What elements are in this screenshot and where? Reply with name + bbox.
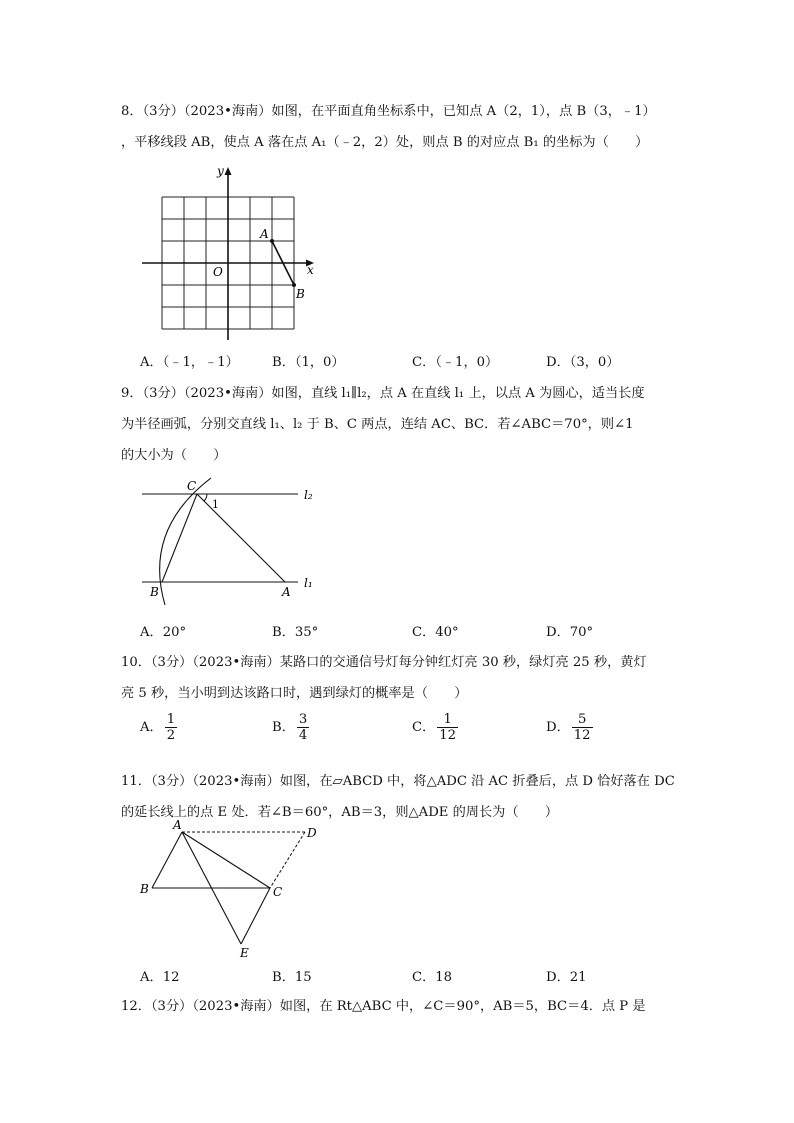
question-9 — [121, 378, 681, 471]
q8-options — [140, 351, 700, 375]
q9-line1: 9．（3分）（2023•海南）如图，直线 l₁∥l₂，点 A 在直线 l₁ 上，以点 A 为圆心，适当长度 — [121, 386, 645, 401]
point-a-label: A — [282, 585, 291, 599]
q9-line3: 的大小为（ ） — [121, 448, 227, 463]
fraction: $\frac{1}{12}$ — [439, 712, 457, 743]
question-10 — [121, 647, 681, 709]
q8-option-c[interactable]: C．（﹣1，0） — [412, 355, 499, 370]
x-axis-label: x — [307, 263, 314, 277]
point-a-label: A — [173, 818, 182, 832]
q8-option-d[interactable]: D．（3，0） — [546, 355, 620, 370]
q8-line2: ，平移线段 AB，使点 A 落在点 A₁（﹣2，2）处，则点 B 的对应点 B₁ 的坐标为（ ） — [121, 135, 649, 150]
q11-option-b[interactable]: B．15 — [272, 970, 312, 985]
q9-option-d[interactable]: D．70° — [546, 625, 594, 640]
q11-option-d[interactable]: D．21 — [546, 970, 587, 985]
line-l2-label: l₂ — [304, 488, 313, 502]
q11-options — [140, 966, 700, 990]
q9-options — [140, 621, 700, 645]
point-e-label: E — [240, 946, 249, 958]
point-d-label: D — [307, 826, 317, 840]
question-8 — [121, 96, 681, 158]
q10-line1: 10．（3分）（2023•海南）某路口的交通信号灯每分钟红灯亮 30 秒，绿灯亮 25 秒，黄灯 — [121, 655, 647, 670]
q11-option-a[interactable]: A．12 — [140, 970, 180, 985]
point-b-label: B — [150, 585, 159, 599]
fraction: $\frac{1}{2}$ — [166, 712, 176, 743]
origin-label: O — [213, 265, 223, 279]
q8-option-a[interactable]: A．（﹣1，﹣1） — [140, 355, 239, 370]
q10-options — [140, 712, 700, 752]
q9-parallel-lines-figure — [135, 472, 330, 610]
q8-line1: 8．（3分）（2023•海南）如图，在平面直角坐标系中，已知点 A（2，1），点 B（3，﹣1） — [121, 104, 656, 119]
question-12 — [121, 991, 681, 1022]
q9-option-a[interactable]: A．20° — [140, 625, 187, 640]
q10-option-a[interactable]: A． $\frac{1}{2}$ — [140, 712, 176, 743]
q10-option-d[interactable]: D． $\frac{5}{12}$ — [546, 712, 591, 743]
point-b-label: B — [296, 287, 305, 301]
q8-coordinate-grid-figure — [138, 160, 328, 345]
y-axis-label: y — [217, 164, 224, 178]
q8-option-b[interactable]: B．（1，0） — [272, 355, 345, 370]
fraction: $\frac{3}{4}$ — [298, 712, 308, 743]
q10-option-c[interactable]: C． $\frac{1}{12}$ — [412, 712, 457, 743]
q12-line1: 12．（3分）（2023•海南）如图，在 Rt△ABC 中，∠C＝90°，AB＝5，BC＝4．点 P 是 — [121, 999, 646, 1014]
line-l1-label: l₁ — [304, 576, 313, 590]
q9-line2: 为半径画弧，分别交直线 l₁、l₂ 于 B、C 两点，连结 AC、BC．若∠ABC＝70°，则∠1 — [121, 417, 634, 432]
q11-line1: 11．（3分）（2023•海南）如图，在▱ABCD 中，将△ADC 沿 AC 折叠后，点 D 恰好落在 DC — [121, 774, 675, 789]
q9-option-c[interactable]: C．40° — [412, 625, 459, 640]
q11-parallelogram-figure — [135, 818, 335, 958]
point-b-label: B — [140, 882, 149, 896]
q10-line2: 亮 5 秒，当小明到达该路口时，遇到绿灯的概率是（ ） — [121, 686, 468, 701]
angle-1-label: 1 — [212, 498, 219, 511]
q10-option-b[interactable]: B． $\frac{3}{4}$ — [272, 712, 308, 743]
point-c-label: C — [187, 479, 197, 493]
q11-line2: 的延长线上的点 E 处．若∠B＝60°，AB＝3，则△ADE 的周长为（ ） — [121, 805, 559, 820]
point-a-label: A — [260, 227, 269, 241]
q9-option-b[interactable]: B．35° — [272, 625, 319, 640]
q11-option-c[interactable]: C．18 — [412, 970, 453, 985]
point-c-label: C — [273, 885, 283, 899]
fraction: $\frac{5}{12}$ — [573, 712, 591, 743]
